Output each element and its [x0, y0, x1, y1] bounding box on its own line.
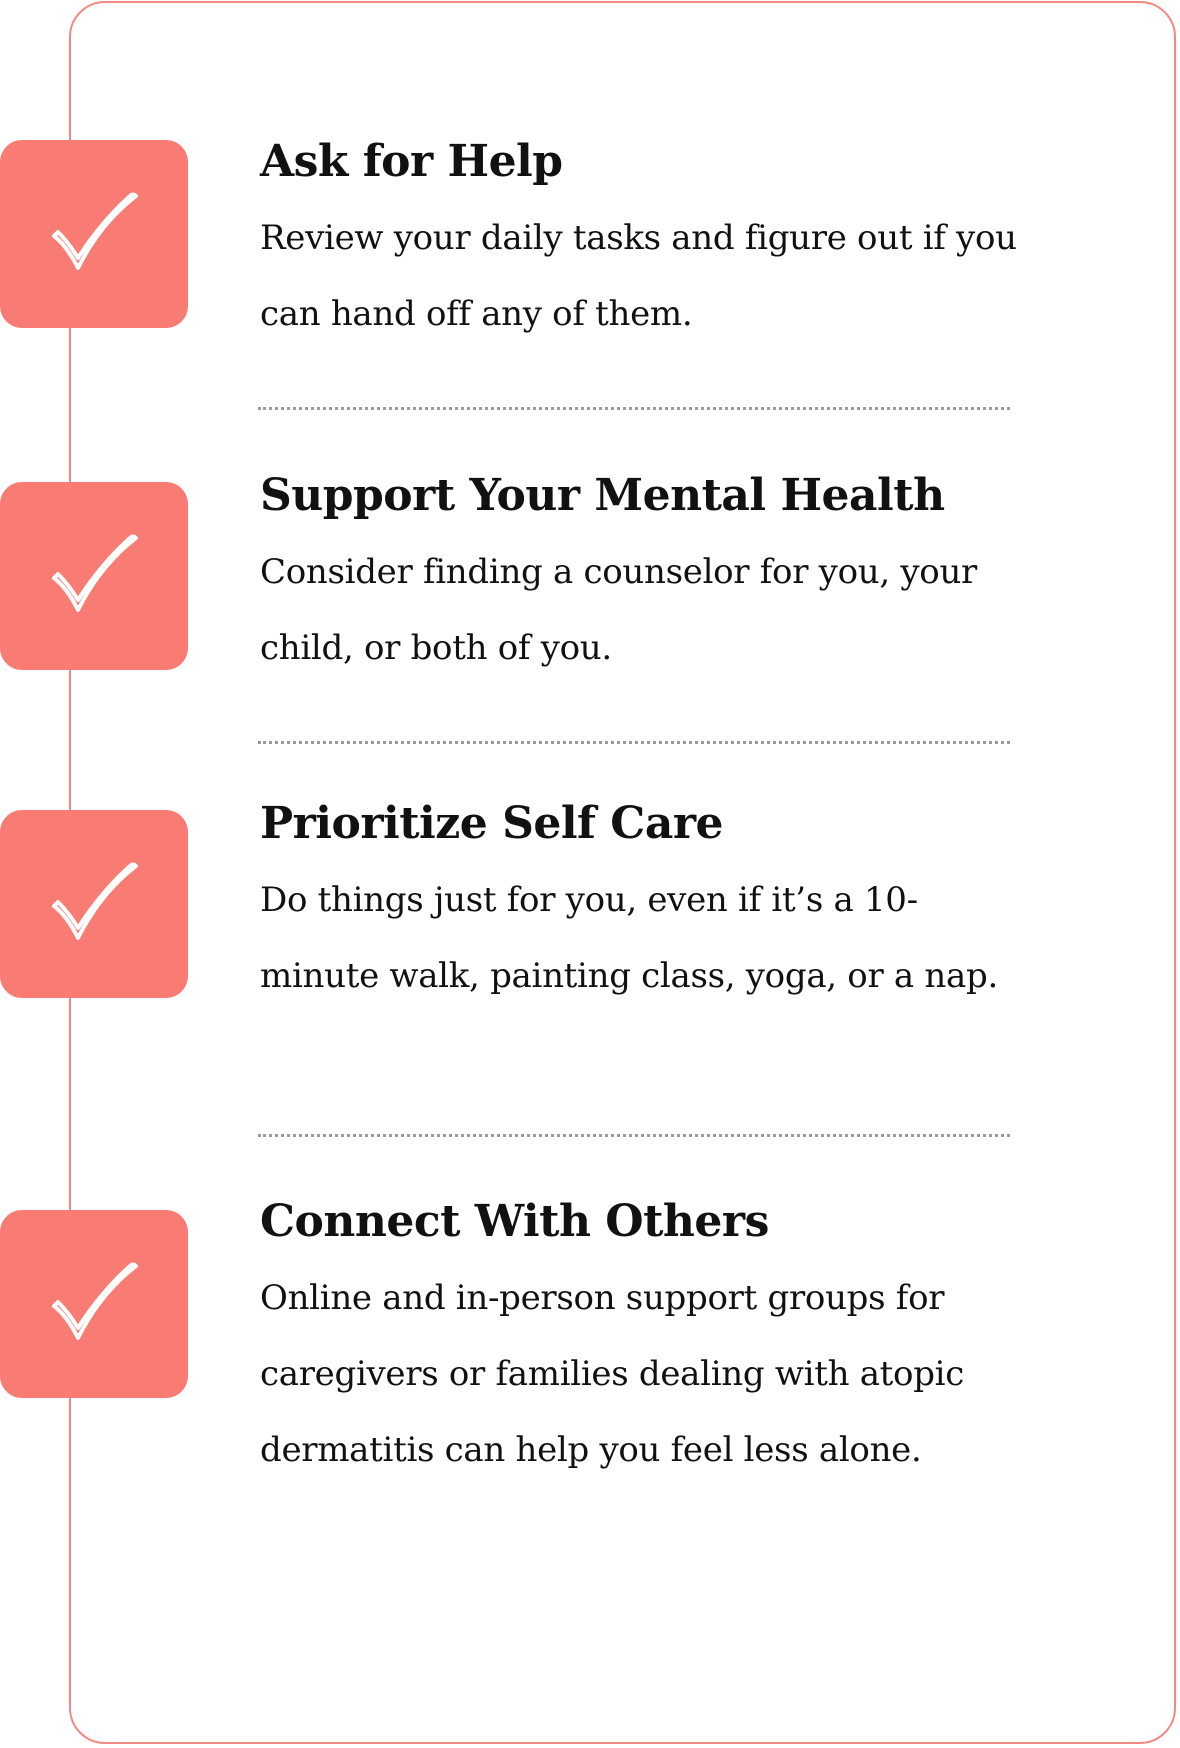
- checklist-item: [260, 796, 1020, 1014]
- item-title: Support Your Mental Health: [260, 470, 945, 521]
- check-badge: [0, 140, 188, 328]
- item-title: Ask for Help: [260, 136, 563, 187]
- checkmark-icon: [48, 862, 140, 946]
- checkmark-icon: [48, 1262, 140, 1346]
- item-description: Consider finding a counselor for you, your child, or both of you.: [260, 552, 978, 668]
- dotted-divider: [258, 741, 1010, 744]
- check-badge: [0, 810, 188, 998]
- checklist-item: [260, 134, 1020, 352]
- dotted-divider: [258, 407, 1010, 410]
- item-description: Online and in-person support groups for caregivers or families dealing with atopic dermatitis can help you feel less alone.: [260, 1278, 964, 1470]
- checklist-item: [260, 1194, 1020, 1488]
- item-title: Connect With Others: [260, 1196, 769, 1247]
- checkmark-icon: [48, 192, 140, 276]
- checklist-item: [260, 468, 1020, 686]
- check-badge: [0, 482, 188, 670]
- item-description: Review your daily tasks and figure out if you can hand off any of them.: [260, 218, 1017, 334]
- check-badge: [0, 1210, 188, 1398]
- item-title: Prioritize Self Care: [260, 798, 723, 849]
- checkmark-icon: [48, 534, 140, 618]
- item-description: Do things just for you, even if it’s a 10-minute walk, painting class, yoga, or a nap.: [260, 880, 998, 996]
- dotted-divider: [258, 1134, 1010, 1137]
